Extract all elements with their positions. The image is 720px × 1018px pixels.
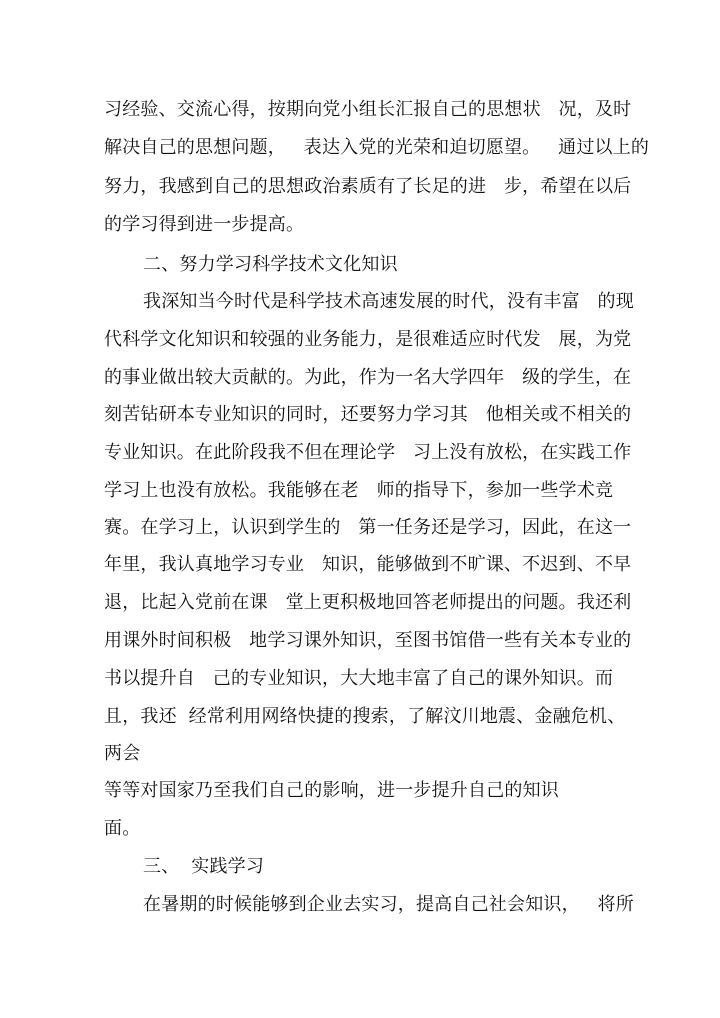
section-heading: 三、 实践学习 xyxy=(143,856,265,877)
text-line: 退，比起入党前在课 堂上更积极地回答老师提出的问题。我还利 xyxy=(104,592,632,613)
section-heading: 二、努力学习科学技术文化知识 xyxy=(143,254,398,275)
text-line: 代科学文化知识和较强的业务能力，是很难适应时代发 展，为党 xyxy=(104,329,632,350)
text-line: 等等对国家乃至我们自己的影响，进一步提升自己的知识 xyxy=(104,780,559,801)
text-line: 在暑期的时候能够到企业去实习，提高自己社会知识， 将所 xyxy=(143,894,634,915)
text-line: 且，我还 经常利用网络快捷的搜索，了解汶川地震、金融危机、 xyxy=(104,706,626,727)
text-line: 习经验、交流心得，按期向党小组长汇报自己的思想状 况，及时 xyxy=(104,99,632,120)
text-line: 专业知识。在此阶段我不但在理论学 习上没有放松，在实践工作 xyxy=(104,442,632,463)
text-line: 的事业做出较大贡献的。为此，作为一名大学四年 级的学生，在 xyxy=(104,367,632,388)
text-line: 我深知当今时代是科学技术高速发展的时代，没有丰富 的现 xyxy=(143,291,634,312)
text-line: 两会 xyxy=(104,743,141,764)
text-line: 用课外时间积极 地学习课外知识，至图书馆借一些有关本专业的 xyxy=(104,630,632,651)
text-line: 赛。在学习上，认识到学生的 第一任务还是学习，因此，在这一 xyxy=(104,517,632,538)
text-line: 刻苦钻研本专业知识的同时，还要努力学习其 他相关或不相关的 xyxy=(104,404,632,425)
text-line: 努力，我感到自己的思想政治素质有了长足的进 步，希望在以后 xyxy=(104,176,632,197)
text-line: 书以提升自 己的专业知识，大大地丰富了自己的课外知识。而 xyxy=(104,668,614,689)
text-line: 解决自己的思想问题， 表达入党的光荣和迫切愿望。 通过以上的 xyxy=(104,137,650,158)
text-line: 学习上也没有放松。我能够在老 师的指导下，参加一些学术竞 xyxy=(104,480,614,501)
text-line: 的学习得到进一步提高。 xyxy=(104,214,305,235)
text-line: 年里，我认真地学习专业 知识，能够做到不旷课、不迟到、不早 xyxy=(104,554,632,575)
text-line: 面。 xyxy=(104,818,141,839)
